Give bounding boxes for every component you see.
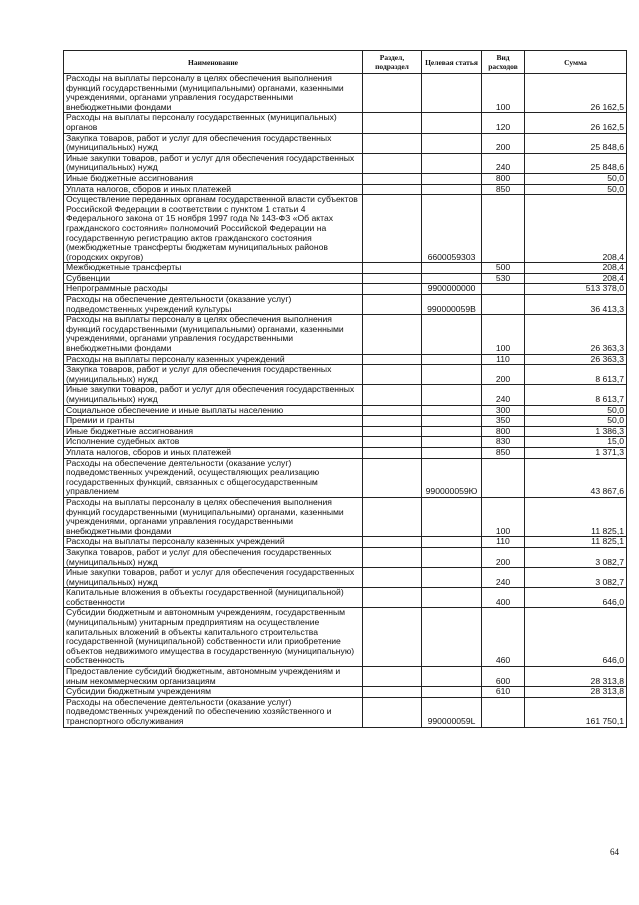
cell-sum: 208,4 [525, 273, 627, 284]
cell-target [422, 426, 482, 437]
cell-sum: 25 848,6 [525, 153, 627, 173]
cell-type: 530 [482, 273, 525, 284]
cell-sum: 36 413,3 [525, 295, 627, 315]
cell-type [482, 697, 525, 727]
cell-name: Предоставление субсидий бюджетным, автономным учреждениям и иным некоммерческим организациям [64, 667, 363, 687]
cell-target [422, 133, 482, 153]
cell-section [363, 113, 422, 133]
table-row [64, 458, 627, 497]
cell-name: Уплата налогов, сборов и иных платежей [64, 447, 363, 458]
cell-target [422, 315, 482, 354]
cell-target [422, 273, 482, 284]
cell-target [422, 588, 482, 608]
cell-section [363, 687, 422, 698]
cell-type: 300 [482, 405, 525, 416]
table-row [64, 447, 627, 458]
cell-type: 200 [482, 547, 525, 567]
table-row [64, 426, 627, 437]
cell-target [422, 365, 482, 385]
cell-target [422, 687, 482, 698]
cell-name: Иные бюджетные ассигнования [64, 173, 363, 184]
cell-type: 850 [482, 184, 525, 195]
table-row [64, 354, 627, 365]
cell-name: Исполнение судебных актов [64, 437, 363, 448]
cell-section [363, 74, 422, 113]
cell-type: 240 [482, 153, 525, 173]
header-name: Наименование [64, 51, 363, 74]
cell-type: 110 [482, 354, 525, 365]
cell-name: Закупка товаров, работ и услуг для обеспечения государственных (муниципальных) нужд [64, 133, 363, 153]
cell-section [363, 426, 422, 437]
cell-target [422, 497, 482, 536]
cell-section [363, 133, 422, 153]
cell-type: 110 [482, 537, 525, 548]
cell-section [363, 284, 422, 295]
cell-type: 830 [482, 437, 525, 448]
cell-sum: 28 313,8 [525, 667, 627, 687]
cell-sum: 208,4 [525, 195, 627, 263]
cell-sum: 26 162,5 [525, 74, 627, 113]
cell-section [363, 588, 422, 608]
cell-target [422, 568, 482, 588]
header-section: Раздел, подраздел [363, 51, 422, 74]
table-row [64, 153, 627, 173]
cell-name: Иные закупки товаров, работ и услуг для обеспечения государственных (муниципальных) нужд [64, 153, 363, 173]
table-row [64, 284, 627, 295]
budget-table [63, 50, 627, 728]
cell-target [422, 74, 482, 113]
cell-sum: 646,0 [525, 608, 627, 667]
table-row [64, 113, 627, 133]
cell-name: Осуществление переданных органам государственной власти субъектов Российской Федерации в соответствии с пунктом 1 статьи 4 Федерального закона от 15 ноября 1997 года № 143-ФЗ «Об актах гражданского состояния» полномочий Российской Федерации на государственную регистрацию актов гражданского состояния (межбюджетные трансферты бюджетам муниципальных районов (городских округов) [64, 195, 363, 263]
cell-name: Социальное обеспечение и иные выплаты населению [64, 405, 363, 416]
table-row [64, 173, 627, 184]
table-row [64, 133, 627, 153]
cell-sum: 26 363,3 [525, 354, 627, 365]
cell-section [363, 315, 422, 354]
cell-type [482, 195, 525, 263]
header-type: Вид расходов [482, 51, 525, 74]
cell-name: Премии и гранты [64, 416, 363, 427]
cell-target: 990000059В [422, 295, 482, 315]
cell-section [363, 385, 422, 405]
cell-name: Капитальные вложения в объекты государственной (муниципальной) собственности [64, 588, 363, 608]
cell-type: 240 [482, 568, 525, 588]
cell-sum: 50,0 [525, 416, 627, 427]
cell-sum: 11 825,1 [525, 537, 627, 548]
cell-sum: 8 613,7 [525, 385, 627, 405]
cell-name: Уплата налогов, сборов и иных платежей [64, 184, 363, 195]
cell-type: 200 [482, 365, 525, 385]
cell-sum: 161 750,1 [525, 697, 627, 727]
cell-sum: 3 082,7 [525, 568, 627, 588]
cell-section [363, 497, 422, 536]
table-row [64, 588, 627, 608]
cell-sum: 43 867,6 [525, 458, 627, 497]
cell-target [422, 667, 482, 687]
cell-name: Расходы на выплаты персоналу в целях обеспечения выполнения функций государственными (муниципальными) органами, казенными учреждениями, органами управления государственными внебюджетными фондами [64, 497, 363, 536]
cell-name: Субсидии бюджетным и автономным учреждениям, государственным (муниципальным) унитарным предприятиям на осуществление капитальных вложений в объекты капитального строительства государственной (муниципальной) собственности или приобретение объектов недвижимого имущества в государственную (муниципальную) собственность [64, 608, 363, 667]
cell-sum: 3 082,7 [525, 547, 627, 567]
cell-name: Расходы на выплаты персоналу в целях обеспечения выполнения функций государственными (муниципальными) органами, казенными учреждениями, органами управления государственными внебюджетными фондами [64, 74, 363, 113]
cell-section [363, 273, 422, 284]
cell-section [363, 365, 422, 385]
cell-type: 400 [482, 588, 525, 608]
cell-section [363, 537, 422, 548]
cell-section [363, 263, 422, 274]
cell-name: Расходы на обеспечение деятельности (оказание услуг) подведомственных учреждений культуры [64, 295, 363, 315]
cell-name: Расходы на обеспечение деятельности (оказание услуг) подведомственных учреждений по обеспечению хозяйственного и транспортного обслуживания [64, 697, 363, 727]
cell-target: 6600059303 [422, 195, 482, 263]
table-row [64, 547, 627, 567]
cell-sum: 8 613,7 [525, 365, 627, 385]
cell-name: Закупка товаров, работ и услуг для обеспечения государственных (муниципальных) нужд [64, 365, 363, 385]
table-row [64, 295, 627, 315]
cell-section [363, 184, 422, 195]
cell-name: Расходы на выплаты персоналу в целях обеспечения выполнения функций государственными (муниципальными) органами, казенными учреждениями, органами управления государственными внебюджетными фондами [64, 315, 363, 354]
cell-section [363, 568, 422, 588]
cell-target [422, 416, 482, 427]
cell-target [422, 385, 482, 405]
cell-section [363, 195, 422, 263]
cell-sum: 25 848,6 [525, 133, 627, 153]
cell-type [482, 458, 525, 497]
cell-name: Иные закупки товаров, работ и услуг для обеспечения государственных (муниципальных) нужд [64, 385, 363, 405]
cell-section [363, 153, 422, 173]
cell-section [363, 416, 422, 427]
table-body [64, 74, 627, 728]
table-row [64, 608, 627, 667]
cell-sum: 15,0 [525, 437, 627, 448]
cell-target [422, 608, 482, 667]
cell-name: Субвенции [64, 273, 363, 284]
cell-name: Непрограммные расходы [64, 284, 363, 295]
table-row [64, 315, 627, 354]
cell-sum: 208,4 [525, 263, 627, 274]
cell-target: 9900000000 [422, 284, 482, 295]
cell-type: 100 [482, 315, 525, 354]
cell-sum: 11 825,1 [525, 497, 627, 536]
table-row [64, 263, 627, 274]
table-row [64, 195, 627, 263]
cell-type [482, 284, 525, 295]
cell-type: 610 [482, 687, 525, 698]
table-row [64, 273, 627, 284]
cell-target [422, 447, 482, 458]
table-row [64, 667, 627, 687]
cell-name: Иные закупки товаров, работ и услуг для обеспечения государственных (муниципальных) нужд [64, 568, 363, 588]
page-number: 64 [610, 847, 619, 857]
cell-section [363, 458, 422, 497]
cell-target [422, 354, 482, 365]
cell-name: Субсидии бюджетным учреждениям [64, 687, 363, 698]
cell-name: Расходы на обеспечение деятельности (оказание услуг) подведомственных учреждений, осуществляющих реализацию государственных функций, связанных с общегосударственным управлением [64, 458, 363, 497]
header-row [64, 51, 627, 74]
header-sum: Сумма [525, 51, 627, 74]
cell-sum: 26 363,3 [525, 315, 627, 354]
cell-target [422, 547, 482, 567]
cell-sum: 1 371,3 [525, 447, 627, 458]
table-row [64, 568, 627, 588]
cell-type: 120 [482, 113, 525, 133]
cell-type: 460 [482, 608, 525, 667]
cell-type: 800 [482, 426, 525, 437]
cell-type: 800 [482, 173, 525, 184]
cell-type: 850 [482, 447, 525, 458]
cell-sum: 1 386,3 [525, 426, 627, 437]
cell-target: 990000059Ю [422, 458, 482, 497]
cell-type [482, 295, 525, 315]
cell-section [363, 667, 422, 687]
cell-target [422, 405, 482, 416]
cell-type: 100 [482, 74, 525, 113]
cell-target [422, 263, 482, 274]
table-row [64, 365, 627, 385]
cell-section [363, 354, 422, 365]
cell-type: 200 [482, 133, 525, 153]
cell-target [422, 113, 482, 133]
cell-name: Расходы на выплаты персоналу казенных учреждений [64, 537, 363, 548]
cell-target [422, 437, 482, 448]
cell-section [363, 173, 422, 184]
cell-section [363, 697, 422, 727]
cell-name: Межбюджетные трансферты [64, 263, 363, 274]
table-row [64, 537, 627, 548]
cell-sum: 50,0 [525, 173, 627, 184]
cell-sum: 28 313,8 [525, 687, 627, 698]
header-target: Целевая статья [422, 51, 482, 74]
cell-target [422, 537, 482, 548]
cell-name: Иные бюджетные ассигнования [64, 426, 363, 437]
table-row [64, 416, 627, 427]
table-row [64, 184, 627, 195]
table-row [64, 74, 627, 113]
table-row [64, 687, 627, 698]
cell-target [422, 153, 482, 173]
cell-section [363, 447, 422, 458]
cell-type: 500 [482, 263, 525, 274]
cell-sum: 26 162,5 [525, 113, 627, 133]
cell-section [363, 608, 422, 667]
cell-section [363, 547, 422, 567]
table-row [64, 385, 627, 405]
cell-type: 600 [482, 667, 525, 687]
cell-sum: 50,0 [525, 405, 627, 416]
cell-target [422, 184, 482, 195]
cell-name: Расходы на выплаты персоналу казенных учреждений [64, 354, 363, 365]
cell-target [422, 173, 482, 184]
cell-name: Расходы на выплаты персоналу государственных (муниципальных) органов [64, 113, 363, 133]
table-row [64, 697, 627, 727]
table-header [64, 51, 627, 74]
cell-name: Закупка товаров, работ и услуг для обеспечения государственных (муниципальных) нужд [64, 547, 363, 567]
cell-type: 350 [482, 416, 525, 427]
table-row [64, 437, 627, 448]
cell-sum: 513 378,0 [525, 284, 627, 295]
table-row [64, 497, 627, 536]
cell-sum: 646,0 [525, 588, 627, 608]
cell-type: 240 [482, 385, 525, 405]
cell-target: 990000059L [422, 697, 482, 727]
cell-type: 100 [482, 497, 525, 536]
table-row [64, 405, 627, 416]
cell-sum: 50,0 [525, 184, 627, 195]
cell-section [363, 437, 422, 448]
cell-section [363, 405, 422, 416]
cell-section [363, 295, 422, 315]
